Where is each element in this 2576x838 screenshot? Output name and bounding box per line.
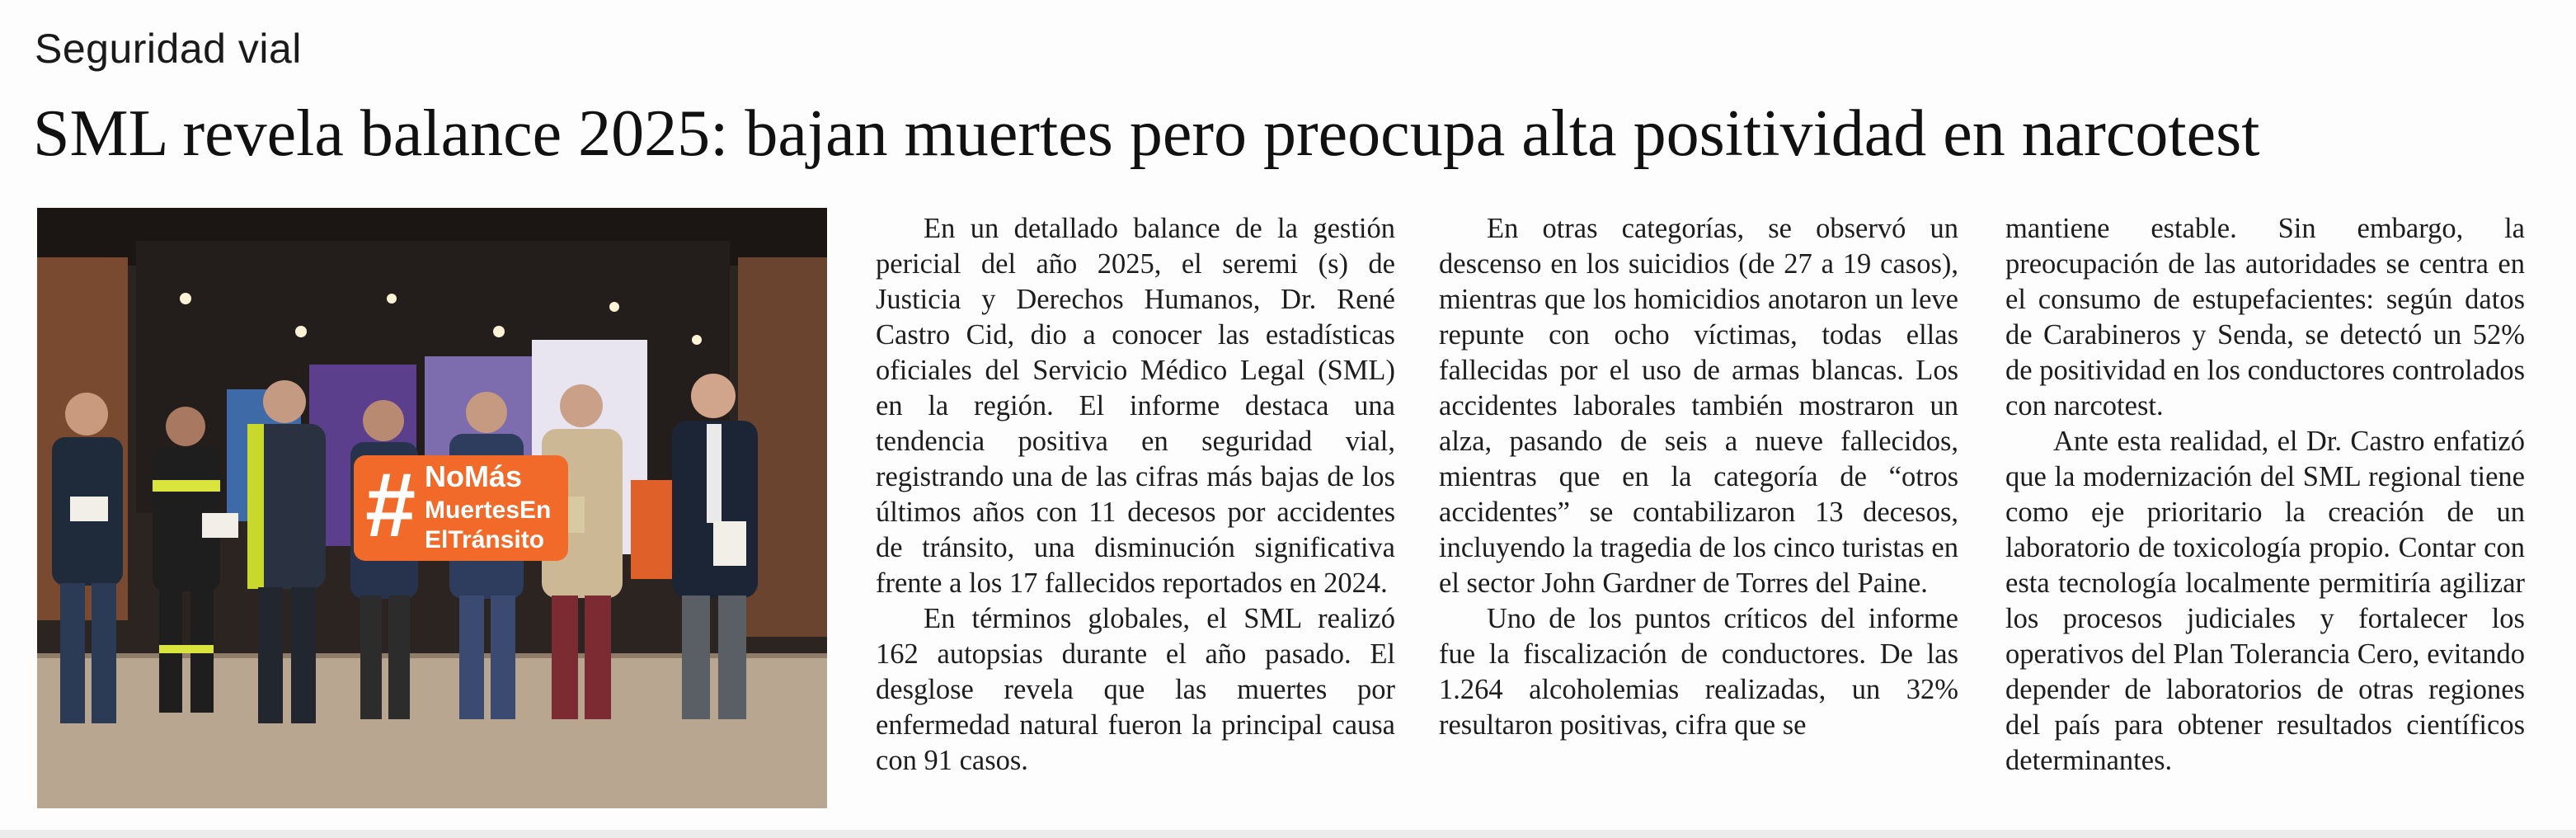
paragraph: Uno de los puntos críticos del informe fue la fiscalización de conductores. De las 1.264 alcoholemias realizadas, un 32% resultaron positivas, cifra que se (1439, 603, 1958, 741)
paragraph: Ante esta realidad, el Dr. Castro enfatizó que la modernización del SML regional tiene como eje prioritario la creación de un laboratorio de toxicología propio. Contar con esta tecnología localmente permitiría agilizar los procesos judiciales y fortalecer los operativos del Plan Tolerancia Cero, evitando depender de laboratorios de otras regiones del país para obtener resultados científicos determinantes. (2005, 426, 2525, 776)
sign-line-3: ElTránsito (425, 526, 545, 553)
paragraph: En un detallado balance de la gestión pericial del año 2025, el seremi (s) de Justicia y Derechos Humanos, Dr. René Castro Cid, dio a conocer las estadísticas oficiales del Servicio Médico Legal (SML) en la región. El informe destaca una tendencia positiva en seguridad vial, registrando una de las cifras más bajas de los últimos años con 11 decesos por accidentes de tránsito, una disminución significativa frente a los 17 fallecidos reportados en 2024. (876, 213, 1395, 599)
paragraph: En otras categorías, se observó un descenso en los suicidios (de 27 a 19 casos), mientras que los homicidios anotaron un leve repunte con ocho víctimas, todas ellas fallecidas por el uso de armas blancas. Los accidentes laborales también mostraron un alza, pasando de seis a nueve fallecidos, mientras que en la categoría de “otros accidentes” se contabilizaron 13 decesos, incluyendo la tragedia de los cinco turistas en el sector John Gardner de Torres del Paine. (1439, 213, 1958, 599)
bottom-divider (0, 830, 2576, 838)
sign-line-1: NoMás (425, 459, 523, 493)
section-label: Seguridad vial (35, 26, 302, 72)
sign-hash: # (365, 454, 416, 556)
article-column-3 (2005, 211, 2525, 817)
sign-line-2: MuertesEn (425, 497, 552, 524)
paragraph: mantiene estable. Sin embargo, la preocupación de las autoridades se centra en el consumo de estupefacientes: según datos de Carabineros y Senda, se detectó un 52% de positividad en los conductores controlados con narcotest. (2005, 213, 2525, 421)
campaign-sign (354, 454, 568, 561)
article-column-2 (1439, 211, 1958, 817)
article-column-1 (876, 211, 1395, 817)
headline: SML revela balance 2025: bajan muertes pero preocupa alta positividad en narcotest (33, 97, 2260, 170)
article-photo (37, 208, 827, 808)
group-photo-illustration (37, 208, 827, 808)
paragraph: En términos globales, el SML realizó 162 autopsias durante el año pasado. El desglose revela que las muertes por enfermedad natural fueron la principal causa con 91 casos. (876, 603, 1395, 776)
